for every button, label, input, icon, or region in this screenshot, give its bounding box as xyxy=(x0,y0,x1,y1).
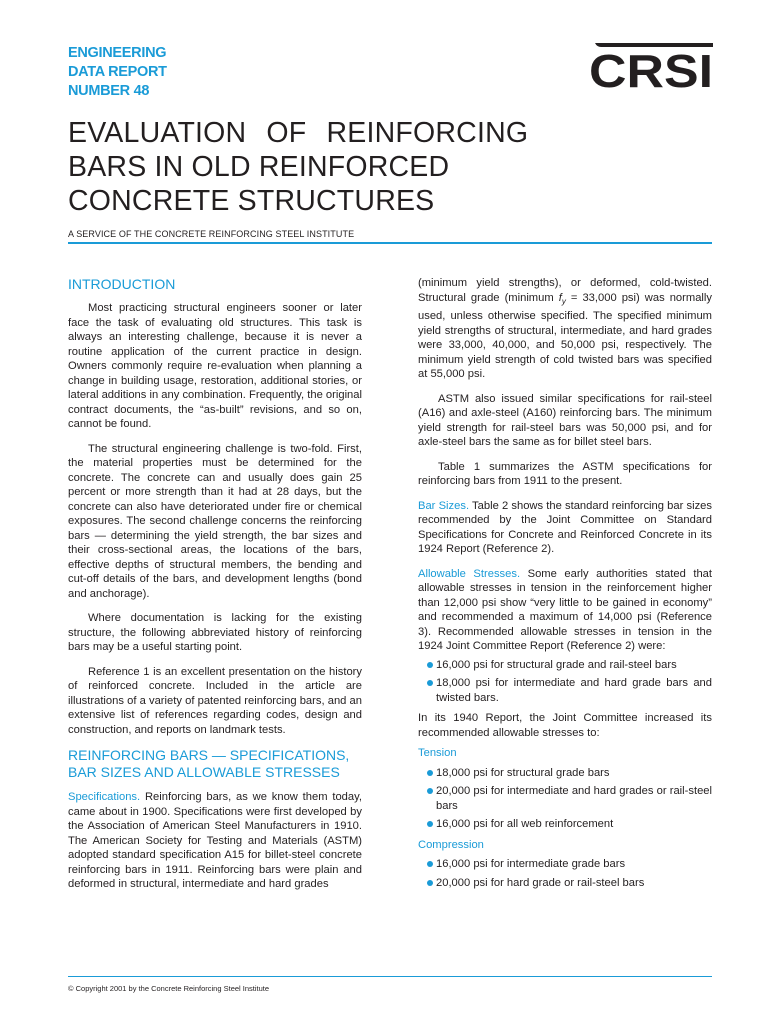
report-line-2: DATA REPORT xyxy=(68,64,167,80)
title-line-3: CONCRETE STRUCTURES xyxy=(68,185,435,217)
bar-sizes-text: Table 2 shows the standard reinforcing bar sizes recommended by the Joint Committee on Standard Specifications for Concrete and Reinforced Concrete in its 1924 Report (Reference 2). xyxy=(418,499,712,556)
grades-text-a: (minimum yield strengths), or deformed, cold-twisted. Structural grade (minimum xyxy=(418,277,712,304)
specifications-runin: Specifications. xyxy=(68,791,141,803)
list-item-text: 16,000 psi for structural grade and rail-steel bars xyxy=(436,658,677,671)
intro-heading: INTRODUCTION xyxy=(68,276,176,292)
bullets-1924 xyxy=(418,658,712,706)
report-1940-paragraph: In its 1940 Report, the Joint Committee increased its recommended allowable stresses to: xyxy=(418,712,712,739)
grades-text-b: = 33,000 psi) was normally used, unless otherwise specified. The specified minimum yield strengths of structural, intermediate, and hard grades were 33,000, 40,000, and 50,000 psi, respectively. The minimum yield strength of cold twisted bars was specified at 55,000 psi. xyxy=(418,291,712,381)
tension-heading: Tension xyxy=(418,747,457,760)
fy-sub: y xyxy=(561,296,566,306)
bullet-icon xyxy=(427,680,433,686)
intro-paragraph-3: Where documentation is lacking for the existing structure, the following abbreviated history of reinforcing bars may be a useful starting point. xyxy=(68,612,362,653)
intro-paragraph-4: Reference 1 is an excellent presentation on the history of reinforced concrete. Included in the article are illustrations of a variety of patented reinforcing bars, and an extensive list of references regarding codes, design and construction, and reports on landmark tests. xyxy=(68,665,362,736)
allowable-stresses-runin: Allowable Stresses. xyxy=(418,567,521,580)
list-item-text: 18,000 psi for intermediate and hard grade bars and twisted bars. xyxy=(436,677,712,704)
bar-sizes-runin: Bar Sizes. xyxy=(418,499,470,512)
tension-bullets xyxy=(418,766,712,832)
specifications-text: Reinforcing bars, as we know them today, came about in 1900. Specifications were first developed by the Association of American Steel Manufacturers in 1910. The American Society for Testing and Materials (ASTM) adopted standard specification A15 for billet-steel concrete reinforcing bars in 1911. Reinforcing bars were plain and deformed in structural, intermediate and hard grades xyxy=(68,791,362,890)
intro-paragraph-2: The structural engineering challenge is two-fold. First, the material properties must be determined for the concrete. The concrete can and usually does gain 25 percent or more strength than it had at 28 days, but the concrete can also have deteriorated under fire or chemical exposures. The second challenge concerns the reinforcing bars — determining the yield strength, the bar sizes and their cross-sectional areas, the locations of the bars, effective depths of structural members, the bending and cut-off details of the bars, and development lengths (bond and anchorage). xyxy=(68,442,362,600)
header-divider xyxy=(68,242,712,244)
list-item xyxy=(418,784,712,813)
footer-divider xyxy=(68,976,712,977)
specifications-paragraph xyxy=(68,790,362,892)
fy-f: f xyxy=(558,291,562,304)
report-number-block xyxy=(68,44,167,101)
list-item xyxy=(418,876,712,891)
compression-heading: Compression xyxy=(418,838,484,851)
bullet-icon xyxy=(427,662,433,668)
copyright-notice: © Copyright 2001 by the Concrete Reinforcing Steel Institute xyxy=(68,984,270,993)
report-line-3: NUMBER 48 xyxy=(68,83,150,99)
bar-sizes-paragraph xyxy=(418,499,712,557)
list-item-text: 20,000 psi for hard grade or rail-steel bars xyxy=(436,876,645,889)
bullet-icon xyxy=(427,861,433,867)
right-column xyxy=(418,276,712,896)
list-item xyxy=(418,817,712,832)
table1-paragraph: Table 1 summarizes the ASTM specifications for reinforcing bars from 1911 to the present. xyxy=(418,460,712,488)
list-item-text: 16,000 psi for intermediate grade bars xyxy=(436,858,626,871)
grades-paragraph xyxy=(418,276,712,382)
list-item-text: 16,000 psi for all web reinforcement xyxy=(436,818,614,831)
list-item xyxy=(418,857,712,872)
crsi-logo xyxy=(589,42,713,90)
left-column xyxy=(68,276,362,902)
title-line-2: BARS IN OLD REINFORCED xyxy=(68,151,450,183)
allowable-stresses-text: Some early authorities stated that allowable stresses in tension in the reinforcement higher than 12,000 psi show “very little to be gained in economy” and recommended a maximum of 14,000 psi (Reference 3). Recommended allowable stresses in tension in the 1924 Joint Committee Report (Reference 2) were: xyxy=(418,567,712,653)
list-item xyxy=(418,658,712,673)
subtitle: A SERVICE OF THE CONCRETE REINFORCING STEEL INSTITUTE xyxy=(68,229,355,239)
list-item-text: 20,000 psi for intermediate and hard grades or rail-steel bars xyxy=(436,785,712,812)
section-heading: REINFORCING BARS — SPECIFICATIONS, BAR SIZES AND ALLOWABLE STRESSES xyxy=(68,747,350,780)
bullet-icon xyxy=(427,770,433,776)
fy-symbol xyxy=(559,292,566,304)
list-item xyxy=(418,766,712,781)
list-item-text: 18,000 psi for structural grade bars xyxy=(436,766,610,779)
bullet-icon xyxy=(427,821,433,827)
intro-paragraph-1: Most practicing structural engineers sooner or later face the task of evaluating old structures. This task is always an interesting challenge, because it is never a routine application of the current practice in design. Owners commonly require re-evaluation when planning a change in building usage, restoration, additional stories, or lateral additions in any combination. Frequently, the original contract documents, the “as-built” revisions, and so on, cannot be found. xyxy=(68,302,362,430)
bullet-icon xyxy=(427,788,433,794)
title-line-1: EVALUATION OF REINFORCING xyxy=(68,117,529,149)
logo-text: CRSI xyxy=(589,45,713,90)
bullet-icon xyxy=(427,880,433,886)
report-line-1: ENGINEERING xyxy=(68,45,167,61)
astm-paragraph: ASTM also issued similar specifications for rail-steel (A16) and axle-steel (A160) reinforcing bars. The minimum yield strength for rail-steel bars was 50,000 psi, and for axle-steel bars the same as for billet steel bars. xyxy=(418,392,712,449)
compression-bullets xyxy=(418,857,712,890)
page-title xyxy=(68,116,588,218)
list-item xyxy=(418,676,712,705)
allowable-stresses-paragraph xyxy=(418,567,712,654)
